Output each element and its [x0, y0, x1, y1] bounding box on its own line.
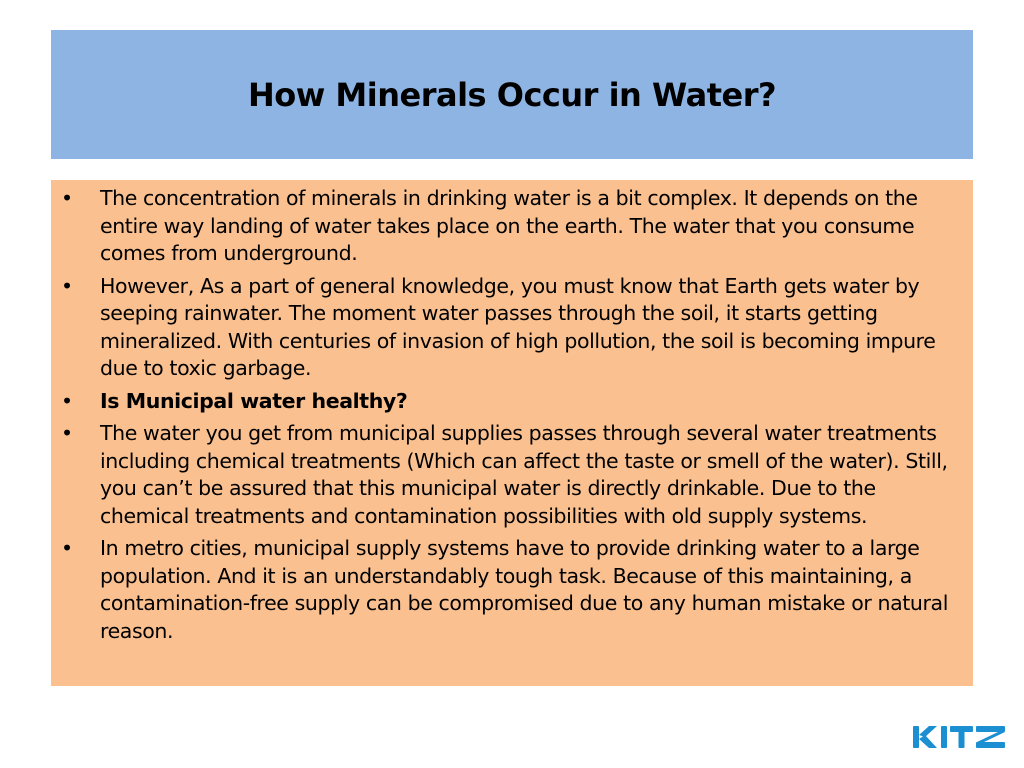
- bullet-item: [59, 273, 961, 383]
- bullet-text: Is Municipal water healthy?: [100, 388, 408, 413]
- bullet-dot: •: [61, 536, 73, 560]
- bullet-text: The concentration of minerals in drinking water is a bit complex. It depends on the entire way landing of water takes place on the earth. The water that you consume comes from underground.: [100, 186, 918, 265]
- kitz-logo: [912, 724, 1007, 750]
- bullet-list: [59, 185, 961, 645]
- bullet-dot: •: [61, 273, 73, 298]
- bullet-item: [59, 185, 961, 268]
- bullet-text: However, As a part of general knowledge, you must know that Earth gets water by seeping rainwater. The moment water passes through the soil, it starts getting mineralized. With centuries of invasion of high pollution, the soil is becoming impure due to toxic garbage.: [100, 273, 936, 380]
- bullet-item-heading: [59, 388, 961, 416]
- bullet-dot: •: [61, 388, 73, 413]
- bullet-item: [59, 535, 961, 645]
- bullet-text: The water you get from municipal supplies passes through several water treatments including chemical treatments (Which can affect the taste or smell of the water). Still, you can’t be assured that this municipal water is directly drinkable. Due to the chemical treatments and contamination possibilities with old supply systems.: [100, 421, 948, 528]
- kitz-logo-mark: [913, 726, 1005, 748]
- content-box: [51, 180, 973, 686]
- bullet-dot: •: [61, 421, 73, 445]
- title-box: [51, 30, 973, 159]
- bullet-item: [59, 420, 961, 530]
- bullet-text: In metro cities, municipal supply systems have to provide drinking water to a large population. And it is an understandably tough task. Because of this maintaining, a contamination-free supply can be compromised due to any human mistake or natural reason.: [100, 536, 948, 643]
- bullet-dot: •: [61, 186, 73, 210]
- slide-title: How Minerals Occur in Water?: [247, 75, 777, 114]
